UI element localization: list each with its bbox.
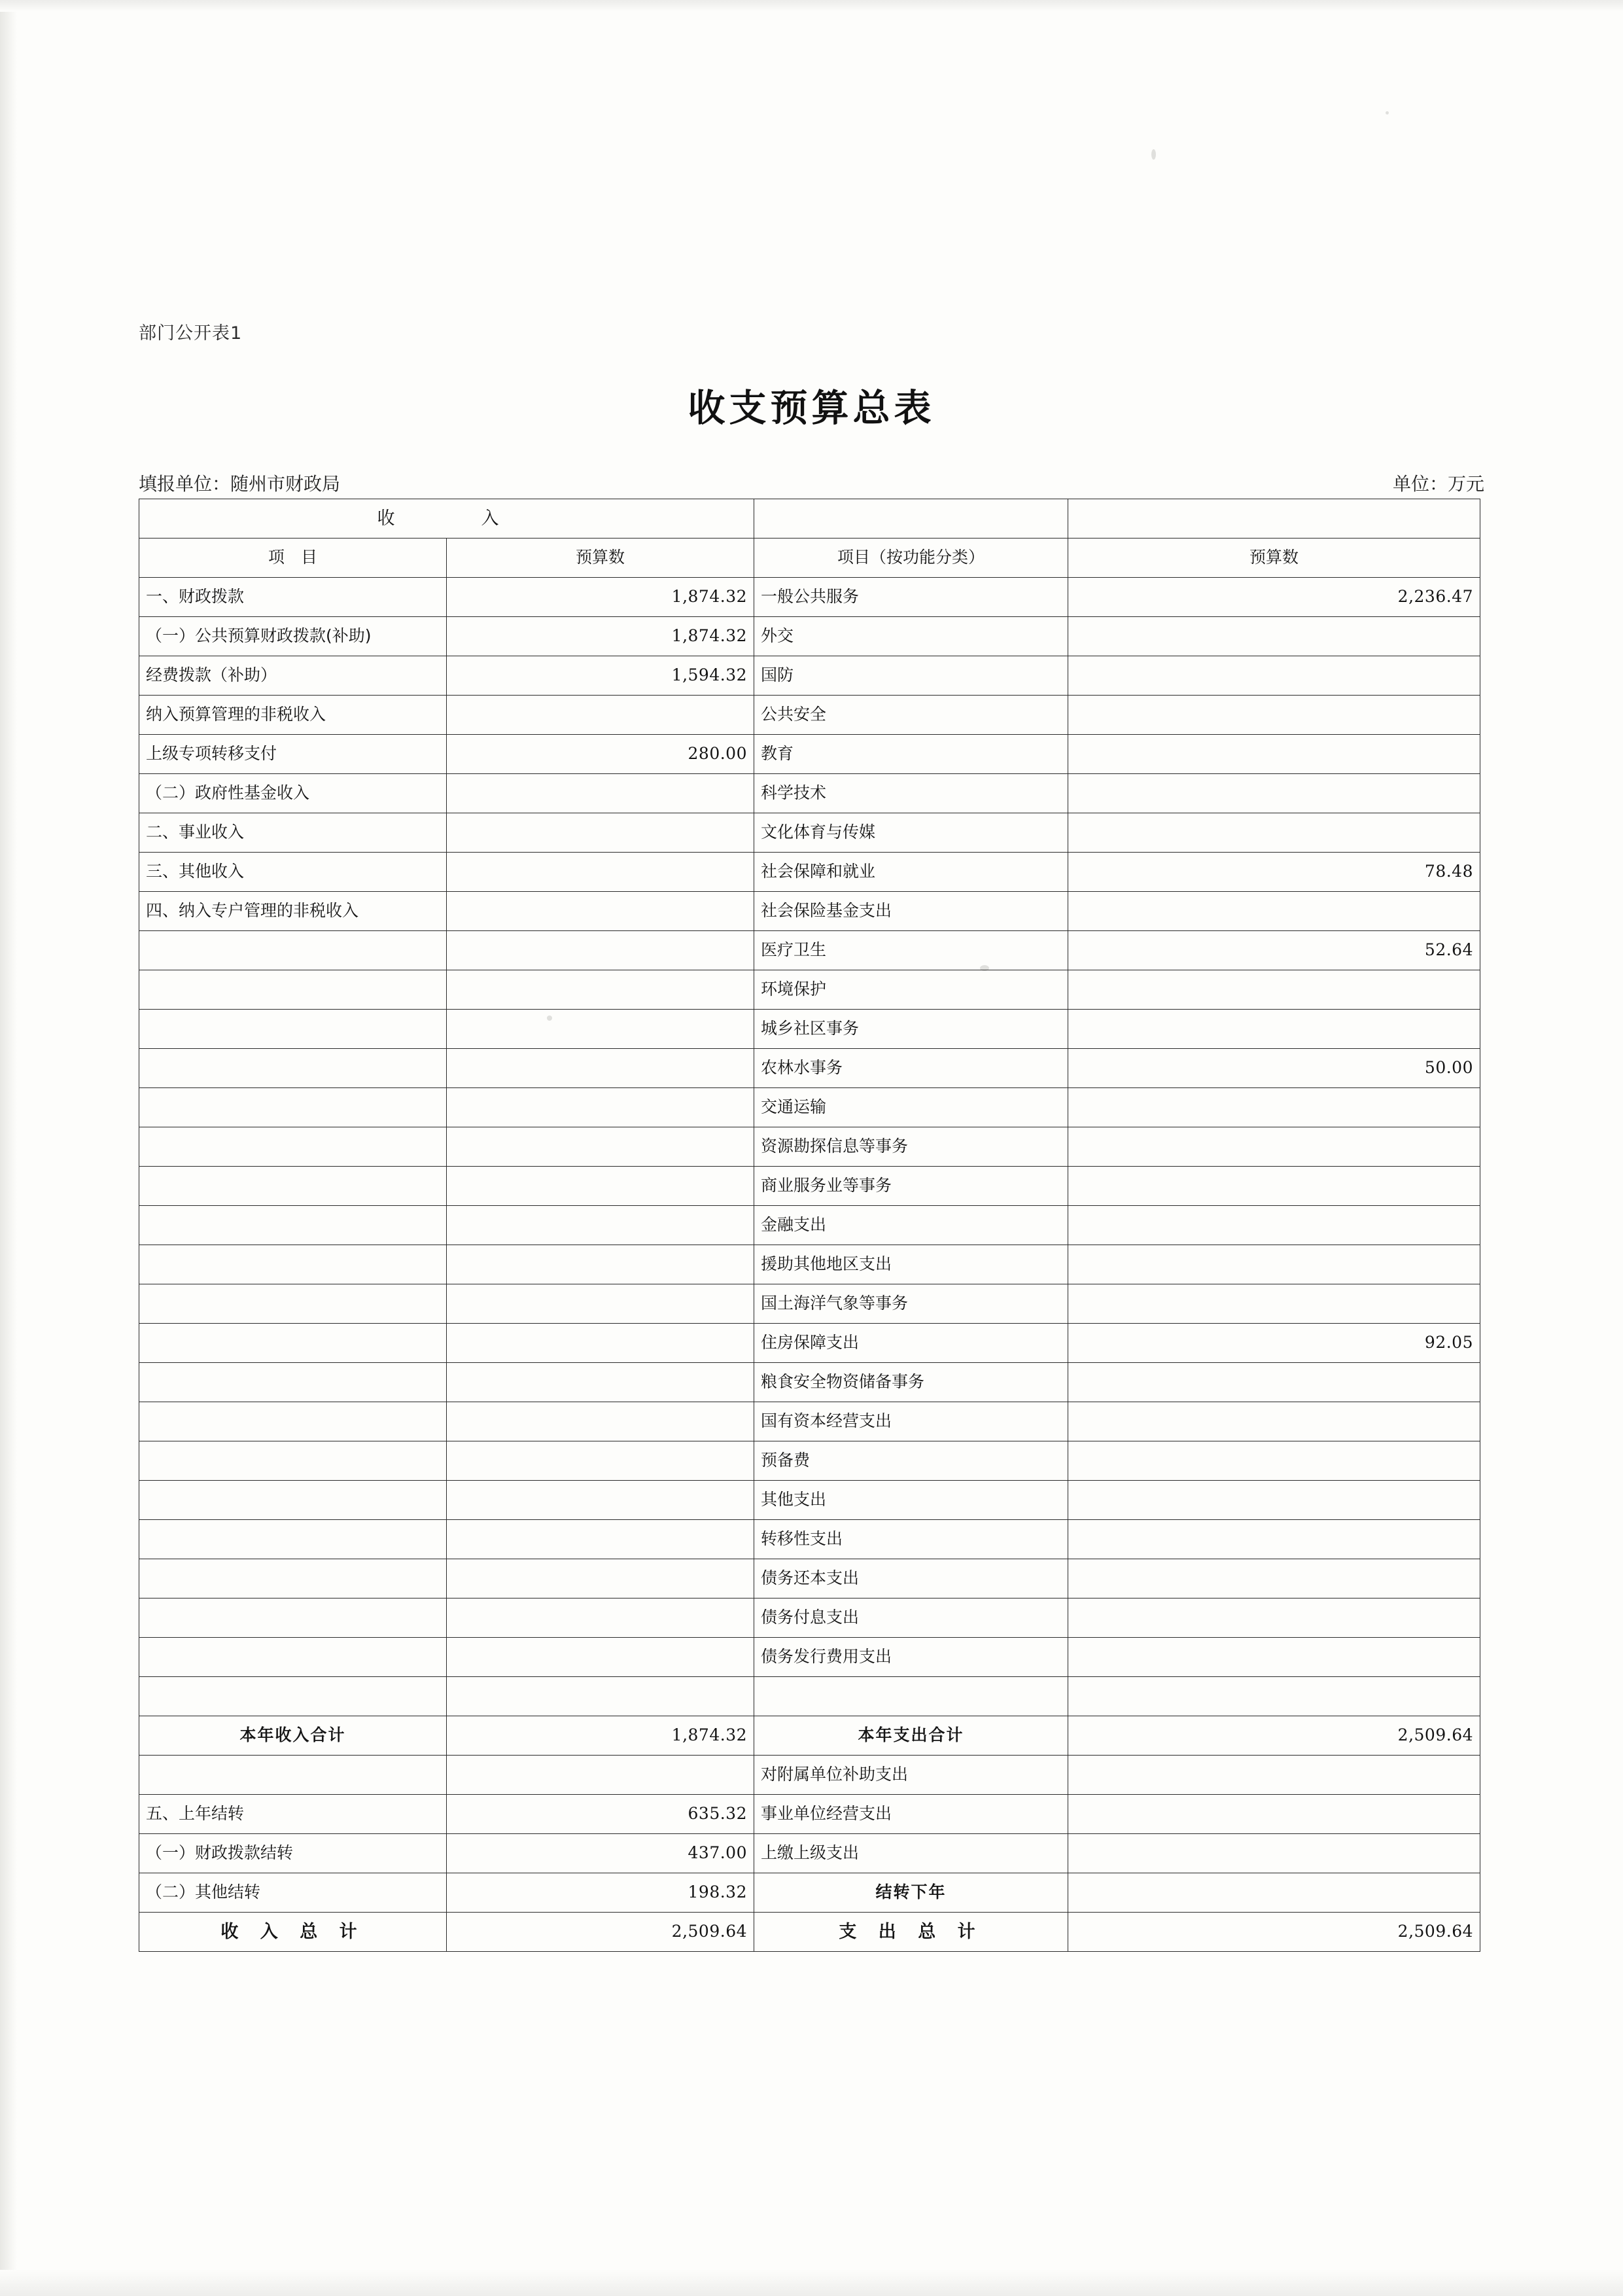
income-item-value — [447, 1010, 754, 1049]
table-row — [139, 1638, 1480, 1677]
income-item-value — [447, 1598, 754, 1638]
expense-item-label: 商业服务业等事务 — [754, 1167, 1068, 1206]
expense-item-value — [1068, 813, 1480, 853]
expense-item-value — [1068, 1402, 1480, 1441]
income-item-label — [139, 1402, 447, 1441]
budget-table-body — [139, 499, 1480, 1952]
column-header-expense-budget: 预算数 — [1068, 539, 1480, 578]
income-item-value: 280.00 — [447, 735, 754, 774]
income-item-value — [447, 1520, 754, 1559]
table-group-header-row — [139, 499, 1480, 539]
table-row — [139, 1245, 1480, 1284]
income-item-label: （一）公共预算财政拨款(补助) — [139, 617, 447, 656]
income-item-label: （二）政府性基金收入 — [139, 774, 447, 813]
column-header-income-item: 项 目 — [139, 539, 447, 578]
expense-item-value — [1068, 1481, 1480, 1520]
income-item-value — [447, 1049, 754, 1088]
income-item-label — [139, 1559, 447, 1598]
income-item-label — [139, 1088, 447, 1127]
income-item-value — [447, 892, 754, 931]
income-item-value — [447, 853, 754, 892]
income-item-label — [139, 1206, 447, 1245]
measure-unit: 单位：万元 — [1392, 473, 1484, 495]
scan-edge-left — [0, 0, 17, 2296]
expense-item-value — [1068, 774, 1480, 813]
income-item-label: 四、纳入专户管理的非税收入 — [139, 892, 447, 931]
table-row — [139, 1167, 1480, 1206]
expense-item-label: 农林水事务 — [754, 1049, 1068, 1088]
expense-item-label: 国有资本经营支出 — [754, 1402, 1068, 1441]
expense-item-label: 事业单位经营支出 — [754, 1795, 1068, 1834]
income-item-value — [447, 1127, 754, 1167]
income-item-label — [139, 1481, 447, 1520]
meta-row — [139, 470, 1484, 496]
income-item-label — [139, 1010, 447, 1049]
income-item-value — [447, 1284, 754, 1324]
income-item-value — [447, 1245, 754, 1284]
spacer-cell — [754, 1677, 1068, 1716]
income-item-value — [447, 931, 754, 970]
income-item-label — [139, 1363, 447, 1402]
expense-item-label: 医疗卫生 — [754, 931, 1068, 970]
expense-item-value — [1068, 1598, 1480, 1638]
expense-item-value — [1068, 1167, 1480, 1206]
income-item-label: （一）财政拨款结转 — [139, 1834, 447, 1873]
expense-item-label: 债务付息支出 — [754, 1598, 1068, 1638]
income-item-value: 437.00 — [447, 1834, 754, 1873]
income-item-value — [447, 813, 754, 853]
expense-item-value — [1068, 1010, 1480, 1049]
expense-grand-total-label: 支 出 总 计 — [754, 1913, 1068, 1952]
expense-item-value — [1068, 656, 1480, 696]
spacer-cell — [447, 1677, 754, 1716]
scan-edge-bottom — [0, 2270, 1623, 2296]
table-row — [139, 1873, 1480, 1913]
expense-item-label: 债务还本支出 — [754, 1559, 1068, 1598]
income-item-label — [139, 1127, 447, 1167]
expense-item-value — [1068, 696, 1480, 735]
table-row — [139, 931, 1480, 970]
table-row — [139, 1324, 1480, 1363]
expense-item-value — [1068, 1245, 1480, 1284]
table-header-row — [139, 539, 1480, 578]
income-item-label: 五、上年结转 — [139, 1795, 447, 1834]
income-item-label — [139, 1245, 447, 1284]
expense-item-value — [1068, 1795, 1480, 1834]
income-item-value — [447, 696, 754, 735]
scan-edge-top — [0, 0, 1623, 12]
income-item-value — [447, 1363, 754, 1402]
income-item-value — [447, 1638, 754, 1677]
table-row — [139, 578, 1480, 617]
expense-item-value — [1068, 1363, 1480, 1402]
income-item-label — [139, 970, 447, 1010]
table-row — [139, 970, 1480, 1010]
income-subtotal-value: 1,874.32 — [447, 1716, 754, 1756]
expense-item-value — [1068, 1638, 1480, 1677]
expense-item-label: 援助其他地区支出 — [754, 1245, 1068, 1284]
expense-item-value — [1068, 1559, 1480, 1598]
expense-item-label: 公共安全 — [754, 696, 1068, 735]
expense-item-value — [1068, 1756, 1480, 1795]
table-row — [139, 1598, 1480, 1638]
expense-item-label: 环境保护 — [754, 970, 1068, 1010]
table-row — [139, 1795, 1480, 1834]
expense-item-label: 资源勘探信息等事务 — [754, 1127, 1068, 1167]
expense-item-value — [1068, 1441, 1480, 1481]
expense-group-header-blank — [754, 499, 1068, 539]
expense-item-label: 社会保险基金支出 — [754, 892, 1068, 931]
income-item-label — [139, 1284, 447, 1324]
income-item-value — [447, 970, 754, 1010]
income-item-value — [447, 1324, 754, 1363]
income-item-label — [139, 1441, 447, 1481]
expense-item-label: 其他支出 — [754, 1481, 1068, 1520]
expense-subtotal-label: 本年支出合计 — [754, 1716, 1068, 1756]
expense-item-label: 教育 — [754, 735, 1068, 774]
expense-item-label: 结转下年 — [754, 1873, 1068, 1913]
income-item-value: 198.32 — [447, 1873, 754, 1913]
scan-speck — [1151, 149, 1156, 160]
expense-item-label: 一般公共服务 — [754, 578, 1068, 617]
expense-item-value: 2,236.47 — [1068, 578, 1480, 617]
income-item-value: 635.32 — [447, 1795, 754, 1834]
spacer-cell — [139, 1677, 447, 1716]
table-row — [139, 1363, 1480, 1402]
column-header-income-budget: 预算数 — [447, 539, 754, 578]
expense-item-value — [1068, 1834, 1480, 1873]
income-item-value — [447, 1402, 754, 1441]
table-row — [139, 1127, 1480, 1167]
expense-item-label: 上缴上级支出 — [754, 1834, 1068, 1873]
expense-item-value — [1068, 1873, 1480, 1913]
table-spacer-row — [139, 1677, 1480, 1716]
expense-group-header-blank-2 — [1068, 499, 1480, 539]
table-row — [139, 1206, 1480, 1245]
expense-item-label: 预备费 — [754, 1441, 1068, 1481]
expense-item-label: 对附属单位补助支出 — [754, 1756, 1068, 1795]
income-item-label — [139, 1638, 447, 1677]
expense-item-value: 92.05 — [1068, 1324, 1480, 1363]
expense-item-label: 科学技术 — [754, 774, 1068, 813]
expense-item-label: 城乡社区事务 — [754, 1010, 1068, 1049]
income-item-value: 1,594.32 — [447, 656, 754, 696]
expense-item-label: 转移性支出 — [754, 1520, 1068, 1559]
income-grand-total-value: 2,509.64 — [447, 1913, 754, 1952]
income-item-label — [139, 1167, 447, 1206]
table-row — [139, 1010, 1480, 1049]
income-item-label: （二）其他结转 — [139, 1873, 447, 1913]
page-title: 收支预算总表 — [688, 386, 935, 430]
income-item-value — [447, 1088, 754, 1127]
income-item-value — [447, 1167, 754, 1206]
expense-item-value: 50.00 — [1068, 1049, 1480, 1088]
table-row — [139, 696, 1480, 735]
expense-item-value — [1068, 1127, 1480, 1167]
expense-item-value — [1068, 735, 1480, 774]
income-item-value — [447, 1756, 754, 1795]
subtotal-row — [139, 1716, 1480, 1756]
table-row — [139, 1049, 1480, 1088]
table-row — [139, 1441, 1480, 1481]
expense-item-value: 78.48 — [1068, 853, 1480, 892]
income-item-label — [139, 1756, 447, 1795]
income-item-label — [139, 1049, 447, 1088]
expense-item-label: 国防 — [754, 656, 1068, 696]
income-item-label — [139, 1520, 447, 1559]
table-row — [139, 1088, 1480, 1127]
income-item-label: 一、财政拨款 — [139, 578, 447, 617]
income-item-label — [139, 931, 447, 970]
expense-item-value — [1068, 1206, 1480, 1245]
table-row — [139, 892, 1480, 931]
table-row — [139, 617, 1480, 656]
table-row — [139, 774, 1480, 813]
income-item-value — [447, 774, 754, 813]
income-item-value — [447, 1559, 754, 1598]
expense-item-label: 外交 — [754, 617, 1068, 656]
expense-item-value: 52.64 — [1068, 931, 1480, 970]
expense-grand-total-value: 2,509.64 — [1068, 1913, 1480, 1952]
income-item-value — [447, 1481, 754, 1520]
table-row — [139, 656, 1480, 696]
expense-item-value — [1068, 1088, 1480, 1127]
table-row — [139, 1559, 1480, 1598]
expense-subtotal-value: 2,509.64 — [1068, 1716, 1480, 1756]
income-group-header: 收 入 — [139, 499, 754, 539]
scan-speck — [1386, 111, 1389, 115]
table-row — [139, 1402, 1480, 1441]
table-row — [139, 853, 1480, 892]
income-item-value: 1,874.32 — [447, 578, 754, 617]
table-row — [139, 1284, 1480, 1324]
table-row — [139, 1834, 1480, 1873]
budget-table — [139, 499, 1480, 1952]
income-grand-total-label: 收 入 总 计 — [139, 1913, 447, 1952]
expense-item-label: 粮食安全物资储备事务 — [754, 1363, 1068, 1402]
expense-item-label: 金融支出 — [754, 1206, 1068, 1245]
table-row — [139, 813, 1480, 853]
income-item-label: 上级专项转移支付 — [139, 735, 447, 774]
expense-item-label: 社会保障和就业 — [754, 853, 1068, 892]
grand-total-row — [139, 1913, 1480, 1952]
expense-item-value — [1068, 617, 1480, 656]
form-label: 部门公开表1 — [139, 323, 243, 344]
reporting-unit: 填报单位：随州市财政局 — [139, 473, 341, 495]
income-item-label — [139, 1324, 447, 1363]
expense-item-label: 交通运输 — [754, 1088, 1068, 1127]
spacer-cell — [1068, 1677, 1480, 1716]
table-row — [139, 1520, 1480, 1559]
expense-item-label: 国土海洋气象等事务 — [754, 1284, 1068, 1324]
expense-item-value — [1068, 970, 1480, 1010]
income-item-label — [139, 1598, 447, 1638]
expense-item-label: 文化体育与传媒 — [754, 813, 1068, 853]
expense-item-label: 住房保障支出 — [754, 1324, 1068, 1363]
income-item-value — [447, 1206, 754, 1245]
income-item-value: 1,874.32 — [447, 617, 754, 656]
expense-item-value — [1068, 1520, 1480, 1559]
expense-item-value — [1068, 1284, 1480, 1324]
income-subtotal-label: 本年收入合计 — [139, 1716, 447, 1756]
income-item-label: 二、事业收入 — [139, 813, 447, 853]
expense-item-value — [1068, 892, 1480, 931]
income-item-label: 经费拨款（补助） — [139, 656, 447, 696]
income-item-label: 纳入预算管理的非税收入 — [139, 696, 447, 735]
table-row — [139, 1481, 1480, 1520]
expense-item-label: 债务发行费用支出 — [754, 1638, 1068, 1677]
income-item-label: 三、其他收入 — [139, 853, 447, 892]
column-header-expense-item: 项目（按功能分类） — [754, 539, 1068, 578]
table-row — [139, 735, 1480, 774]
income-item-value — [447, 1441, 754, 1481]
table-row — [139, 1756, 1480, 1795]
